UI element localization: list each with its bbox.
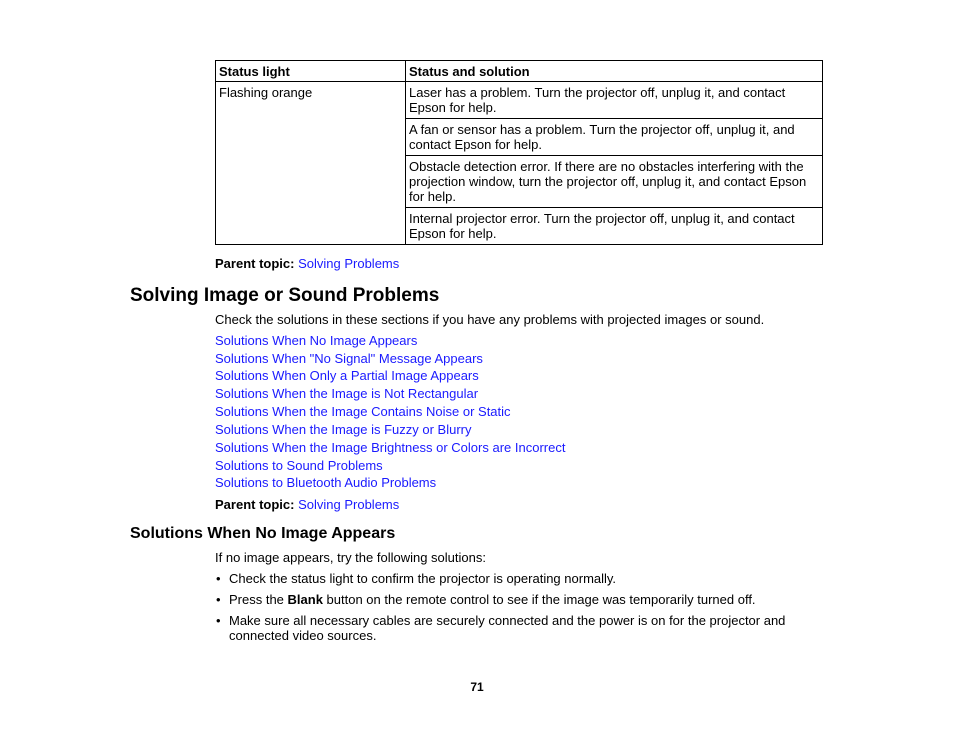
solution-cell: Obstacle detection error. If there are no obstacles interfering with the projection window, turn the projector off, unplug it, and contact Epson for help. [406,156,823,208]
parent-topic-link[interactable]: Solving Problems [298,256,400,271]
status-table [215,60,823,245]
section-intro: Check the solutions in these sections if you have any problems with projected images or sound. [215,312,765,327]
table-row [216,82,823,119]
link-no-signal[interactable]: Solutions When "No Signal" Message Appears [215,351,483,366]
link-not-rectangular[interactable]: Solutions When the Image is Not Rectangular [215,386,479,401]
solution-cell: Internal projector error. Turn the projector off, unplug it, and contact Epson for help. [406,208,823,245]
link-partial-image[interactable]: Solutions When Only a Partial Image Appears [215,368,479,383]
link-sound-problems[interactable]: Solutions to Sound Problems [215,458,383,473]
header-status-light: Status light [216,61,406,82]
page-number: 71 [470,680,484,694]
link-fuzzy-blurry[interactable]: Solutions When the Image is Fuzzy or Blurry [215,422,472,437]
parent-topic-1 [215,256,399,271]
parent-topic-label: Parent topic: [215,256,295,271]
parent-topic-label: Parent topic: [215,497,295,512]
bullet-marker: • [216,571,221,586]
link-bluetooth-audio[interactable]: Solutions to Bluetooth Audio Problems [215,475,437,490]
solution-cell: Laser has a problem. Turn the projector off, unplug it, and contact Epson for help. [406,82,823,119]
header-status-solution: Status and solution [406,61,823,82]
bullet-item-cables: Make sure all necessary cables are securely connected and the power is on for the projector and connected video sources. [229,613,786,643]
table-header-row [216,61,823,82]
bullet-marker: • [216,613,221,628]
link-brightness-colors[interactable]: Solutions When the Image Brightness or Colors are Incorrect [215,440,566,455]
subsection-intro: If no image appears, try the following solutions: [215,550,486,565]
subsection-title: Solutions When No Image Appears [130,525,396,542]
link-noise-static[interactable]: Solutions When the Image Contains Noise or Static [215,404,511,419]
solution-cell: A fan or sensor has a problem. Turn the projector off, unplug it, and contact Epson for help. [406,119,823,156]
section-title: Solving Image or Sound Problems [130,285,440,306]
parent-topic-link[interactable]: Solving Problems [298,497,400,512]
link-no-image[interactable]: Solutions When No Image Appears [215,333,418,348]
parent-topic-2 [215,497,399,512]
blank-button-label: Blank [287,592,323,607]
status-light-cell: Flashing orange [216,82,406,245]
bullet-marker: • [216,592,221,607]
bullet-item-blank-button: Press the Blank button on the remote control to see if the image was temporarily turned off. [229,592,756,607]
bullet-item-status-light: Check the status light to confirm the projector is operating normally. [229,571,617,586]
